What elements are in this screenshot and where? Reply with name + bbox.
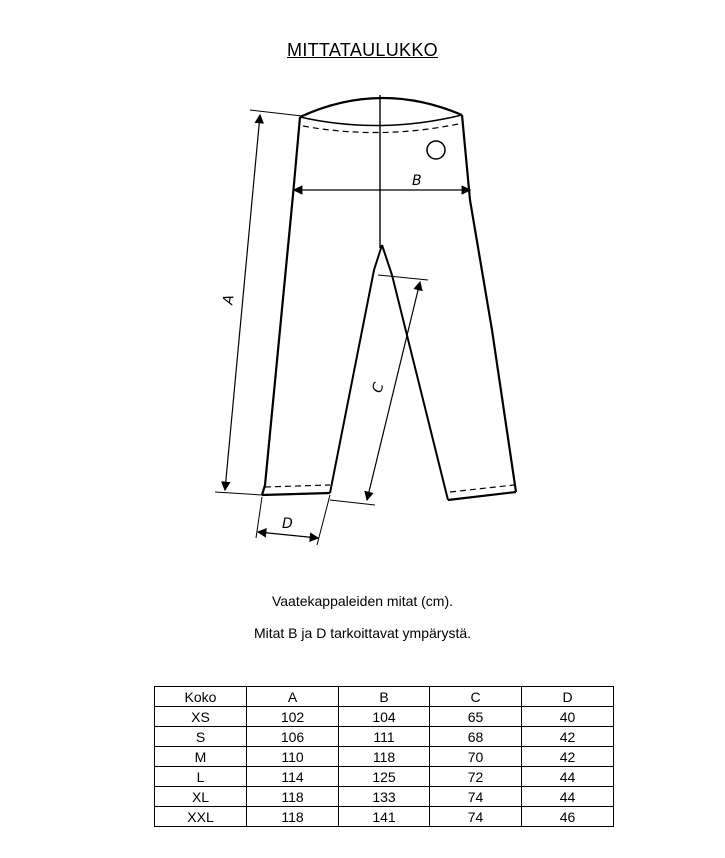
page-title: MITTATAULUKKO: [287, 40, 438, 60]
trousers-measurement-diagram: [0, 80, 725, 560]
circumference-note-caption: Mitat B ja D tarkoittavat ympärystä.: [253, 625, 472, 641]
table-cell: 70: [430, 747, 522, 767]
table-cell: 42: [522, 747, 614, 767]
table-cell: M: [155, 747, 247, 767]
table-cell: 74: [430, 807, 522, 827]
table-cell: XXL: [155, 807, 247, 827]
table-cell: XL: [155, 787, 247, 807]
table-row: [155, 747, 614, 767]
header-cell: D: [522, 687, 614, 707]
table-cell: 68: [430, 727, 522, 747]
table-cell: 110: [247, 747, 339, 767]
trousers-outline: [262, 95, 516, 500]
table-cell: 118: [247, 787, 339, 807]
table-cell: 118: [339, 747, 430, 767]
table-cell: 44: [522, 787, 614, 807]
header-cell: A: [247, 687, 339, 707]
table-cell: 102: [247, 707, 339, 727]
table-cell: 104: [339, 707, 430, 727]
table-cell: 74: [430, 787, 522, 807]
table-row: [155, 807, 614, 827]
table-cell: 106: [247, 727, 339, 747]
table-row: [155, 727, 614, 747]
table-cell: 118: [247, 807, 339, 827]
dimension-c-label: C: [369, 380, 388, 396]
table-cell: 72: [430, 767, 522, 787]
table-cell: 46: [522, 807, 614, 827]
table-cell: L: [155, 767, 247, 787]
table-cell: 44: [522, 767, 614, 787]
table-row: [155, 767, 614, 787]
table-cell: XS: [155, 707, 247, 727]
measurement-units-caption: Vaatekappaleiden mitat (cm).: [271, 593, 454, 609]
table-cell: 111: [339, 727, 430, 747]
dimension-a-label: A: [220, 293, 238, 306]
table-cell: 65: [430, 707, 522, 727]
header-cell: Koko: [155, 687, 247, 707]
size-table-header-row: [155, 687, 614, 707]
dimension-b-label: B: [412, 173, 422, 189]
dimension-d: [256, 495, 330, 545]
size-table: [154, 686, 614, 827]
table-cell: 40: [522, 707, 614, 727]
header-cell: B: [339, 687, 430, 707]
header-cell: C: [430, 687, 522, 707]
table-cell: 42: [522, 727, 614, 747]
table-row: [155, 787, 614, 807]
table-cell: 141: [339, 807, 430, 827]
button-icon: [427, 141, 445, 159]
table-cell: 133: [339, 787, 430, 807]
table-cell: S: [155, 727, 247, 747]
dimension-d-label: D: [282, 516, 293, 532]
table-row: [155, 707, 614, 727]
table-cell: 125: [339, 767, 430, 787]
table-cell: 114: [247, 767, 339, 787]
